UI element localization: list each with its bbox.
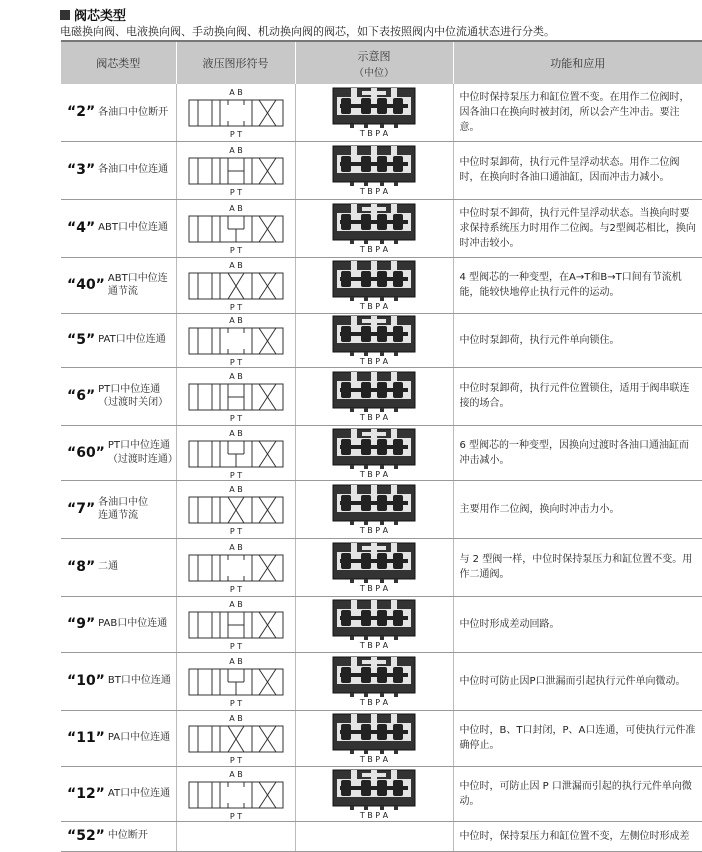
spool-description-line: 各油口中位断开 (98, 106, 169, 118)
function-description: 4 型阀芯的一种变型，在A→T和B→T口间有节流机能，能较快地停止执行元件的运动。 (453, 257, 702, 313)
spool-description (98, 163, 168, 177)
schematic-port-labels: T B P A (359, 302, 389, 310)
spool-description-line: （过渡时连通） (107, 453, 178, 465)
table-row (61, 596, 702, 652)
spool-type-cell (61, 367, 176, 425)
symbol-port-labels-bottom: P T (229, 811, 242, 820)
spool-schematic-icon (332, 656, 416, 706)
symbol-port-labels-bottom: P T (229, 303, 242, 311)
schematic-cell (295, 596, 453, 652)
symbol-cell (176, 199, 295, 257)
spool-schematic-icon (332, 203, 416, 253)
spool-description-line: PA口中位连通 (107, 732, 171, 744)
spool-code: “12” (67, 785, 105, 802)
spool-description (108, 439, 176, 466)
spool-type-cell (61, 257, 176, 313)
spool-schematic-icon (332, 371, 416, 421)
table-header-row (61, 42, 702, 84)
schematic-port-labels: T B P A (359, 698, 389, 706)
spool-schematic-icon (332, 769, 416, 819)
symbol-port-labels-bottom: P T (229, 130, 242, 139)
table-row (61, 710, 702, 766)
spool-code: “11” (67, 730, 105, 746)
spool-type-cell (61, 766, 176, 821)
hydraulic-symbol-icon (181, 541, 291, 593)
spool-type-cell (61, 480, 176, 538)
table-row (61, 199, 702, 257)
table-row (61, 84, 702, 141)
schematic-port-labels: T B P A (359, 755, 389, 763)
table-row (61, 367, 702, 425)
schematic-port-labels: T B P A (359, 469, 389, 478)
spool-type-cell (61, 313, 176, 367)
function-description: 中位时泵卸荷，执行元件呈浮动状态。用作二位阀时，在换向时各油口通油缸，因而冲击力减小。 (453, 141, 702, 199)
section-title (60, 5, 126, 24)
table-row (61, 821, 702, 851)
spool-description (108, 731, 170, 745)
function-description: 中位时泵卸荷，执行元件单向锁住。 (453, 313, 702, 367)
symbol-cell (176, 480, 295, 538)
table-row (61, 313, 702, 367)
spool-schematic-icon (332, 484, 416, 534)
symbol-port-labels-top: A B (228, 657, 243, 666)
spool-type-table (61, 42, 702, 852)
symbol-port-labels-bottom: P T (229, 358, 242, 366)
header-schematic-title: 示意图 (357, 49, 391, 63)
symbol-port-labels-bottom: P T (229, 470, 242, 479)
schematic-cell (295, 257, 453, 313)
spool-schematic-icon (332, 260, 416, 310)
hydraulic-symbol-icon (181, 370, 291, 422)
spool-description-line: 中位断开 (107, 830, 148, 842)
spool-description-line: PT口中位连通 (107, 440, 171, 451)
spool-description-line: PT口中位连通 (98, 383, 161, 395)
spool-type-cell (61, 425, 176, 480)
spool-code: “9” (67, 616, 96, 632)
spool-description (98, 617, 167, 631)
symbol-port-labels-bottom: P T (229, 188, 242, 196)
schematic-port-labels: T B P A (359, 810, 389, 819)
spool-schematic-icon (332, 599, 416, 649)
hydraulic-symbol-icon (181, 598, 291, 650)
symbol-port-labels-top: A B (228, 316, 243, 325)
symbol-cell (176, 652, 295, 710)
symbol-port-labels-top: A B (228, 600, 243, 609)
symbol-cell (176, 538, 295, 596)
hydraulic-symbol-icon (181, 314, 291, 366)
spool-description (108, 674, 171, 688)
table-row (61, 652, 702, 710)
schematic-cell (295, 425, 453, 480)
header-schematic-sub: （中位） (354, 67, 394, 79)
symbol-cell (176, 710, 295, 766)
spool-code: “6” (67, 388, 96, 404)
spool-schematic-icon (332, 428, 416, 478)
schematic-port-labels: T B P A (359, 584, 389, 592)
spool-description-line: 各油口中位 (98, 496, 149, 508)
schematic-cell (295, 367, 453, 425)
spool-code: “40” (67, 277, 105, 293)
function-description: 中位时，保持泵压力和缸位置不变，左侧位时形成差 (453, 821, 702, 851)
function-description: 中位时泵不卸荷，执行元件呈浮动状态。当换向时要求保持系统压力时用作二位阀。与2型阀芯相比，换向时冲击较小。 (453, 199, 702, 257)
spool-code: “52” (67, 828, 105, 844)
spool-code: “8” (67, 559, 96, 575)
function-description: 6 型阀芯的一种变型，因换向过渡时各油口通油缸而冲击减小。 (453, 425, 702, 480)
spool-description (98, 496, 148, 523)
symbol-cell (176, 596, 295, 652)
schematic-cell (295, 141, 453, 199)
hydraulic-symbol-icon (181, 427, 291, 479)
symbol-cell (176, 313, 295, 367)
symbol-port-labels-top: A B (228, 204, 243, 213)
symbol-port-labels-top: A B (228, 428, 243, 438)
spool-schematic-icon (332, 542, 416, 592)
table-row (61, 480, 702, 538)
schematic-port-labels: T B P A (359, 245, 389, 253)
spool-code: “60” (67, 444, 105, 461)
spool-schematic-icon (332, 87, 416, 137)
header-schematic (295, 42, 453, 84)
hydraulic-symbol-icon (181, 712, 291, 764)
spool-type-cell (61, 141, 176, 199)
symbol-port-labels-bottom: P T (229, 699, 242, 707)
table-row (61, 766, 702, 821)
spool-schematic-icon (332, 713, 416, 763)
spool-type-cell (61, 538, 176, 596)
intro-text: 电磁换向阀、电液换向阀、手动换向阀、机动换向阀的阀芯，如下表按照阀内中位流通状态进行分类。 (60, 25, 555, 38)
schematic-cell (295, 538, 453, 596)
spool-description-line: BT口中位连通 (107, 675, 171, 687)
table-row (61, 257, 702, 313)
spool-description (108, 787, 170, 801)
section-title-text: 阀芯类型 (74, 9, 127, 24)
spool-schematic-icon (332, 145, 416, 195)
symbol-port-labels-bottom: P T (229, 642, 242, 650)
spool-description-line: ABT口中位连通 (98, 222, 168, 234)
spool-schematic-icon (332, 315, 416, 365)
spool-description (98, 333, 166, 347)
spool-type-cell (61, 199, 176, 257)
spool-code: “5” (67, 332, 96, 348)
function-description: 中位时，B、T口封闭，P、A口连通，可使执行元件准确停止。 (453, 710, 702, 766)
symbol-port-labels-bottom: P T (229, 756, 242, 764)
symbol-port-labels-bottom: P T (229, 527, 242, 535)
symbol-port-labels-top: A B (228, 485, 243, 494)
symbol-cell (176, 425, 295, 480)
hydraulic-symbol-icon (181, 202, 291, 254)
symbol-port-labels-bottom: P T (229, 585, 242, 593)
spool-description-line: 连通节流 (98, 510, 139, 521)
symbol-cell (176, 821, 295, 851)
symbol-port-labels-bottom: P T (229, 246, 242, 254)
spool-description-line: PAT口中位连通 (98, 334, 166, 346)
header-symbol: 液压图形符号 (176, 42, 295, 84)
schematic-cell (295, 84, 453, 141)
spool-description-line: AT口中位连通 (107, 787, 171, 799)
spool-description (98, 383, 168, 410)
spool-description (98, 106, 168, 120)
spool-description (98, 221, 168, 235)
schematic-cell (295, 766, 453, 821)
schematic-cell (295, 313, 453, 367)
symbol-port-labels-top: A B (228, 88, 243, 98)
hydraulic-symbol-icon (181, 655, 291, 707)
schematic-port-labels: T B P A (359, 641, 389, 649)
spool-type-cell (61, 821, 176, 851)
function-description: 与 2 型阀一样，中位时保持泵压力和缸位置不变。用作二通阀。 (453, 538, 702, 596)
spool-type-cell (61, 596, 176, 652)
symbol-port-labels-top: A B (228, 714, 243, 723)
schematic-cell (295, 480, 453, 538)
spool-code: “2” (67, 104, 96, 121)
schematic-port-labels: T B P A (359, 129, 389, 138)
header-function: 功能和应用 (453, 42, 702, 84)
spool-description-line: ABT口中位连 (107, 272, 168, 284)
schematic-port-labels: T B P A (359, 187, 389, 195)
symbol-cell (176, 766, 295, 821)
hydraulic-symbol-icon (181, 768, 291, 820)
table-row (61, 141, 702, 199)
symbol-cell (176, 141, 295, 199)
symbol-port-labels-top: A B (228, 543, 243, 552)
spool-code: “3” (67, 162, 96, 178)
schematic-port-labels: T B P A (359, 526, 389, 534)
function-description: 中位时，可防止因 P 口泄漏而引起的执行元件单向微动。 (453, 766, 702, 821)
hydraulic-symbol-icon (181, 483, 291, 535)
schematic-cell (295, 652, 453, 710)
symbol-cell (176, 367, 295, 425)
symbol-port-labels-top: A B (228, 372, 243, 381)
spool-description-line: 二通 (98, 561, 119, 573)
hydraulic-symbol-icon (181, 144, 291, 196)
black-square-icon (60, 10, 70, 20)
spool-description (98, 560, 118, 574)
schematic-cell (295, 821, 453, 851)
hydraulic-symbol-icon (181, 86, 291, 138)
function-description: 中位时可防止因P口泄漏而引起执行元件单向微动。 (453, 652, 702, 710)
spool-code: “7” (67, 501, 96, 517)
symbol-port-labels-top: A B (228, 261, 243, 270)
function-description: 中位时泵卸荷，执行元件位置锁住，适用于阀串联连接的场合。 (453, 367, 702, 425)
symbol-port-labels-top: A B (228, 769, 243, 779)
function-description: 中位时保持泵压力和缸位置不变。在用作二位阀时，因各油口在换向时被封闭，所以会产生冲击。要注意。 (453, 84, 702, 141)
spool-description (108, 829, 148, 843)
spool-code: “10” (67, 673, 105, 689)
table-row (61, 425, 702, 480)
table-row (61, 538, 702, 596)
symbol-port-labels-bottom: P T (229, 414, 242, 422)
spool-type-table-wrap (61, 40, 702, 852)
spool-description-line: 通节流 (107, 286, 138, 297)
schematic-cell (295, 710, 453, 766)
schematic-port-labels: T B P A (359, 357, 389, 365)
header-type: 阀芯类型 (61, 42, 176, 84)
function-description: 主要用作二位阀，换向时冲击力小。 (453, 480, 702, 538)
spool-description (108, 272, 168, 299)
symbol-cell (176, 257, 295, 313)
symbol-cell (176, 84, 295, 141)
symbol-port-labels-top: A B (228, 146, 243, 155)
spool-code: “4” (67, 220, 96, 236)
spool-type-cell (61, 84, 176, 141)
schematic-port-labels: T B P A (359, 413, 389, 421)
hydraulic-symbol-icon (181, 259, 291, 311)
spool-description-line: 各油口中位连通 (98, 164, 169, 176)
function-description: 中位时形成差动回路。 (453, 596, 702, 652)
spool-description-line: （过渡时关闭） (98, 397, 169, 408)
spool-type-cell (61, 652, 176, 710)
schematic-cell (295, 199, 453, 257)
spool-type-cell (61, 710, 176, 766)
spool-description-line: PAB口中位连通 (98, 618, 168, 630)
